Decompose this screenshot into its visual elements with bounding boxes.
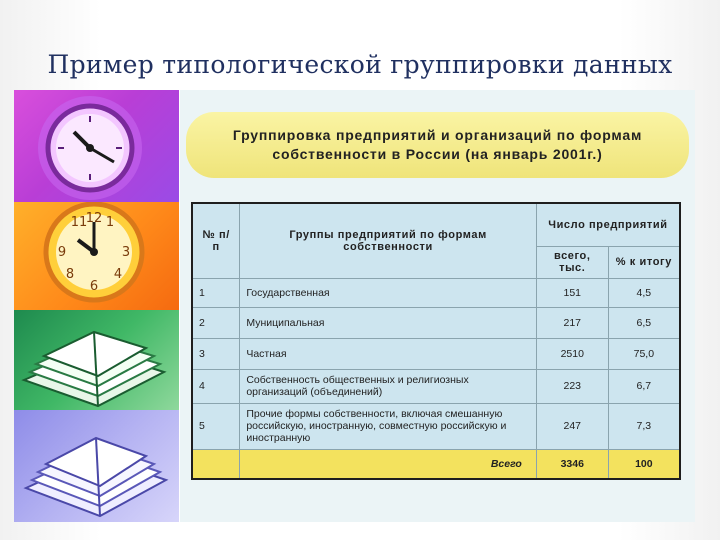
svg-text:11: 11 [70,215,88,230]
svg-text:12: 12 [85,211,103,226]
table-row [192,403,680,449]
grouping-table [191,202,681,480]
header-group: Группы предприятий по формам собственности [240,203,537,278]
row-percent: 4,5 [608,278,680,307]
table-caption-banner [186,112,689,178]
row-total: 151 [536,278,608,307]
clock-orange-image [14,202,179,310]
row-name: Прочие формы собственности, включая смешанную российскую, иностранную, совместную российскую и иностранную [240,403,537,449]
row-name: Государственная [240,278,537,307]
header-count: Число предприятий [536,203,680,246]
table-row [192,278,680,307]
row-percent: 7,3 [608,403,680,449]
row-total: 2510 [536,338,608,369]
svg-text:8: 8 [65,267,75,282]
table-row [192,307,680,338]
svg-text:4: 4 [113,267,123,282]
clock-purple-image [14,90,179,202]
row-percent: 6,5 [608,307,680,338]
table-row [192,338,680,369]
total-percent: 100 [608,449,680,479]
total-value: 3346 [536,449,608,479]
row-number: 3 [192,338,240,369]
svg-text:3: 3 [121,245,131,260]
slide-title: Пример типологической группировки данных [47,50,673,79]
image-column [14,90,179,522]
row-total: 223 [536,369,608,403]
row-name: Частная [240,338,537,369]
header-total: всего, тыс. [536,246,608,278]
row-name: Собственность общественных и религиозных организаций (объединений) [240,369,537,403]
row-total: 247 [536,403,608,449]
svg-text:9: 9 [57,245,67,260]
row-percent: 6,7 [608,369,680,403]
book-green-image [14,310,179,410]
row-name: Муниципальная [240,307,537,338]
table-row [192,369,680,403]
table-area [180,90,695,522]
row-number: 4 [192,369,240,403]
row-number: 5 [192,403,240,449]
total-row [192,449,680,479]
svg-text:1: 1 [105,215,115,230]
table-caption: Группировка предприятий и организаций по формам собственности в России (на январь 2001г.) [232,127,643,162]
row-number: 1 [192,278,240,307]
row-percent: 75,0 [608,338,680,369]
total-empty-cell [192,449,240,479]
header-number: № п/п [192,203,240,278]
row-total: 217 [536,307,608,338]
total-label: Всего [240,449,537,479]
book-lilac-image [14,410,179,522]
row-number: 2 [192,307,240,338]
header-percent: % к итогу [608,246,680,278]
svg-text:6: 6 [89,279,99,294]
